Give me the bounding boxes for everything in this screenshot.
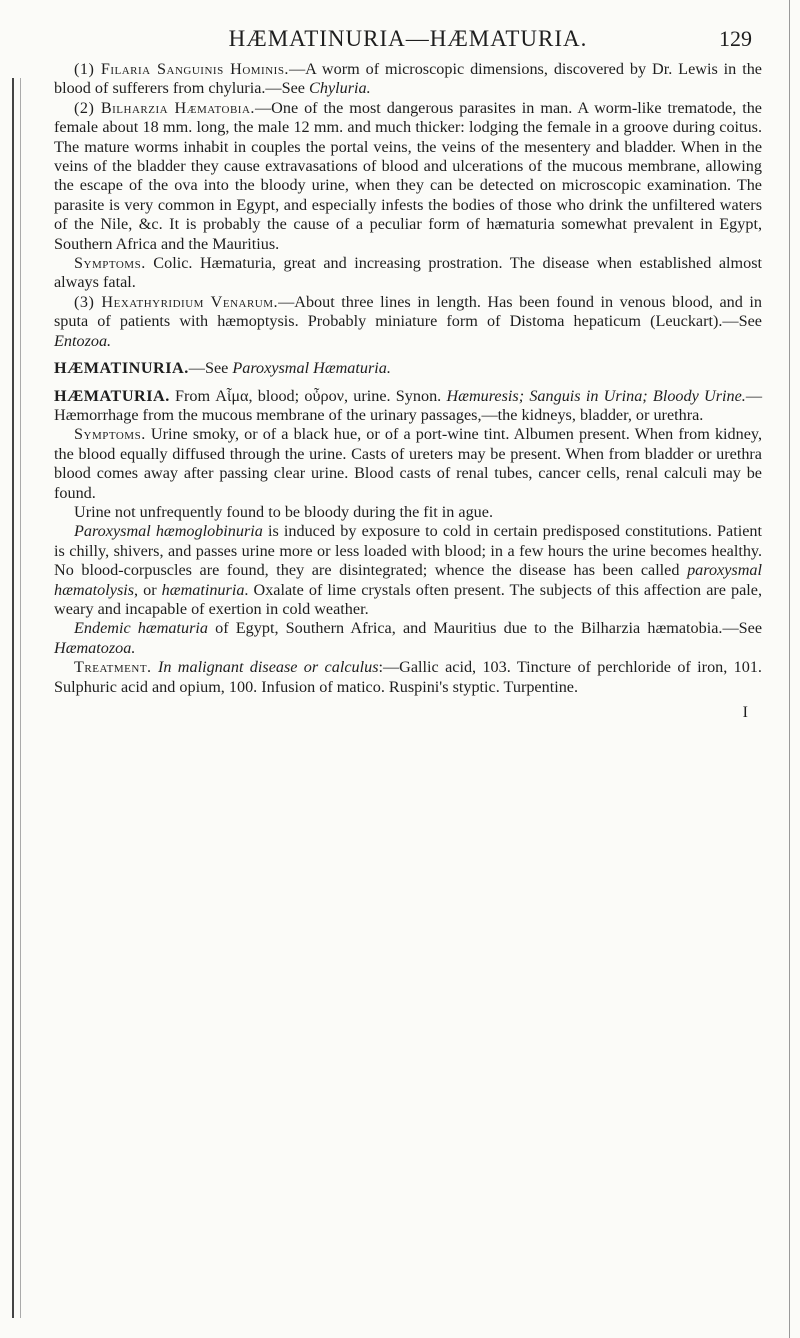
section-label: Symptoms. xyxy=(74,254,146,273)
entry-text: —A worm of microscopic dimensions, discovered by Dr. Lewis in the blood of sufferers from chyluria.—See xyxy=(54,60,762,98)
entry-endemic xyxy=(54,619,762,658)
entry-treatment xyxy=(54,658,762,697)
entry-text: of Egypt, Southern Africa, and Mauritius due to the Bilharzia hæmatobia.—See xyxy=(207,619,762,638)
entry-ague-note xyxy=(54,503,762,522)
entry-haematuria xyxy=(54,387,762,426)
term: Endemic hæmaturia xyxy=(74,619,208,638)
page-number: 129 xyxy=(719,26,752,51)
page-header xyxy=(54,0,762,60)
entry-bilharzia xyxy=(54,99,762,254)
entry-haematinuria xyxy=(54,359,762,378)
entry-text: —One of the most dangerous parasites in man. A worm-like trematode, the female about 18 mm. long, the male 12 mm. and much thicker: lodging the female in a groove during coitus. The mature worms inhabit in couples the portal veins, the veins of the mesentery and bladder. When in the veins of the bladder they cause extravasations of blood and ulcerations of the mucous membrane, allowing the escape of the ova into the bloody urine, when they can be detected on microscopic examination. The parasite is very common in Egypt, and especially infests the bodies of those who drink the unfiltered waters of the Nile, &c. It is probably the cause of a peculiar form of hæmaturia somewhat prevalent in Egypt, Southern Africa and the Mauritius. xyxy=(54,98,762,253)
entry-text: , or xyxy=(134,580,162,599)
page-body xyxy=(54,60,762,722)
entry-text: :—Gallic acid, 103. Tincture of perchloride of iron, 101. Sulphuric acid and opium, 100. Infusion of matico. Ruspini's styptic. Turpentine. xyxy=(54,658,762,696)
entry-text: Urine smoky, or of a black hue, or of a port-wine tint. Albumen present. When from kidney, the blood equally diffused through the urine. Casts of ureters may be present. When from bladder or urethra blood comes away after passing clear urine. Blood casts of renal tubes, cancer cells, renal calculi may be found. xyxy=(54,425,762,502)
entry-paroxysmal xyxy=(54,522,762,619)
entry-text: —See xyxy=(188,359,233,378)
signature-mark: I xyxy=(742,704,748,721)
entry-hexathyridium xyxy=(54,293,762,351)
cross-reference: Hæmatozoa. xyxy=(54,638,136,657)
entry-text: is induced by exposure to cold in certain predisposed constitutions. Patient is chilly, shivers, and passes urine more or less loaded with blood; in a few hours the urine becomes healthy. No blood-corpuscles are found, they are disintegrated; whence the disease has been called xyxy=(54,522,762,580)
entry-text: . Oxalate of lime crystals often present. The subjects of this affection are pale, weary and incapable of exertion in cold weather. xyxy=(54,580,763,618)
entry-text: —About three lines in length. Has been found in venous blood, and in sputa of patients with hæmoptysis. Probably miniature form of Distoma hepaticum (Leuckart).—See xyxy=(54,292,762,331)
cross-reference: Chyluria. xyxy=(309,79,371,98)
term: hæmatinuria xyxy=(161,580,245,599)
cross-reference: Entozoa. xyxy=(54,331,112,350)
entry-text: Colic. Hæmaturia, great and increasing prostration. The disease when established almost always fatal. xyxy=(54,254,762,292)
running-title: HÆMATINURIA—HÆMATURIA. xyxy=(228,26,588,51)
entry-haematuria-symptoms xyxy=(54,425,762,503)
entry-heading: (1) Filaria Sanguinis Hominis. xyxy=(74,60,289,78)
page-edge-shadow xyxy=(789,0,794,1338)
entry-bilharzia-symptoms xyxy=(54,254,762,293)
entry-filaria xyxy=(54,60,762,99)
entry-heading: (3) Hexathyridium Venarum. xyxy=(74,292,279,311)
entry-text: —Hæmorrhage from the mucous membrane of the urinary passages,—the kidneys, bladder, or urethra. xyxy=(54,386,763,424)
synonyms: Hæmuresis; Sanguis in Urina; Bloody Urine. xyxy=(446,386,746,405)
term: Paroxysmal hæmoglobinuria xyxy=(74,522,263,541)
entry-text: From Αἷμα, blood; οὖρον, urine. Synon. xyxy=(169,386,447,405)
section-label: Symptoms. xyxy=(74,425,146,444)
entry-heading: HÆMATINURIA. xyxy=(54,359,189,378)
entry-text: Urine not unfrequently found to be bloody during the fit in ague. xyxy=(74,502,493,521)
section-label: Treatment. xyxy=(74,658,152,677)
binding-edge-shadow xyxy=(12,78,21,1318)
entry-heading: HÆMATURIA. xyxy=(54,386,170,405)
entry-heading: (2) Bilharzia Hæmatobia. xyxy=(74,98,255,117)
term: paroxysmal hæmatolysis xyxy=(54,561,762,599)
condition: In malignant disease or calculus xyxy=(151,658,379,677)
cross-reference: Paroxysmal Hæmaturia. xyxy=(232,359,391,378)
